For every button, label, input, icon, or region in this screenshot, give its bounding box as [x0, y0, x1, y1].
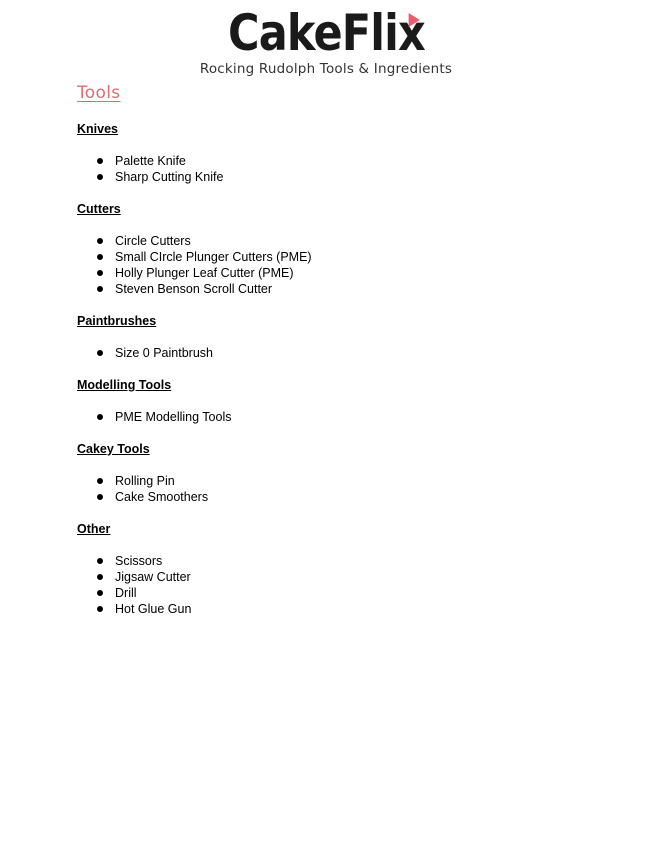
item-list — [77, 473, 597, 505]
group-heading: Cutters — [77, 202, 121, 216]
play-triangle-icon — [408, 13, 419, 27]
group-heading: Other — [77, 522, 111, 536]
list-item: Drill — [77, 585, 597, 601]
group-knives — [77, 121, 597, 185]
section-title: Tools — [77, 83, 121, 103]
item-list — [77, 345, 597, 361]
group-cakey-tools — [77, 441, 597, 505]
list-item: Cake Smoothers — [77, 489, 597, 505]
list-item: Sharp Cutting Knife — [77, 169, 597, 185]
item-list — [77, 553, 597, 617]
tools-list — [77, 121, 597, 633]
group-other — [77, 521, 597, 617]
list-item: Jigsaw Cutter — [77, 569, 597, 585]
item-list — [77, 409, 597, 425]
logo — [0, 4, 652, 62]
item-list — [77, 233, 597, 297]
group-heading: Knives — [77, 122, 118, 136]
list-item: Palette Knife — [77, 153, 597, 169]
group-heading: Modelling Tools — [77, 378, 172, 392]
list-item: Holly Plunger Leaf Cutter (PME) — [77, 265, 597, 281]
group-modelling-tools — [77, 377, 597, 425]
group-heading: Cakey Tools — [77, 442, 150, 456]
group-cutters — [77, 201, 597, 297]
list-item: Small CIrcle Plunger Cutters (PME) — [77, 249, 597, 265]
logo-wordmark — [228, 4, 425, 62]
list-item: PME Modelling Tools — [77, 409, 597, 425]
group-paintbrushes — [77, 313, 597, 361]
list-item: Rolling Pin — [77, 473, 597, 489]
list-item: Hot Glue Gun — [77, 601, 597, 617]
list-item: Scissors — [77, 553, 597, 569]
logo-text: CakeFlix — [227, 4, 425, 62]
list-item: Circle Cutters — [77, 233, 597, 249]
document-subtitle: Rocking Rudolph Tools & Ingredients — [199, 61, 453, 77]
item-list — [77, 153, 597, 185]
list-item: Size 0 Paintbrush — [77, 345, 597, 361]
group-heading: Paintbrushes — [77, 314, 157, 328]
list-item: Steven Benson Scroll Cutter — [77, 281, 597, 297]
